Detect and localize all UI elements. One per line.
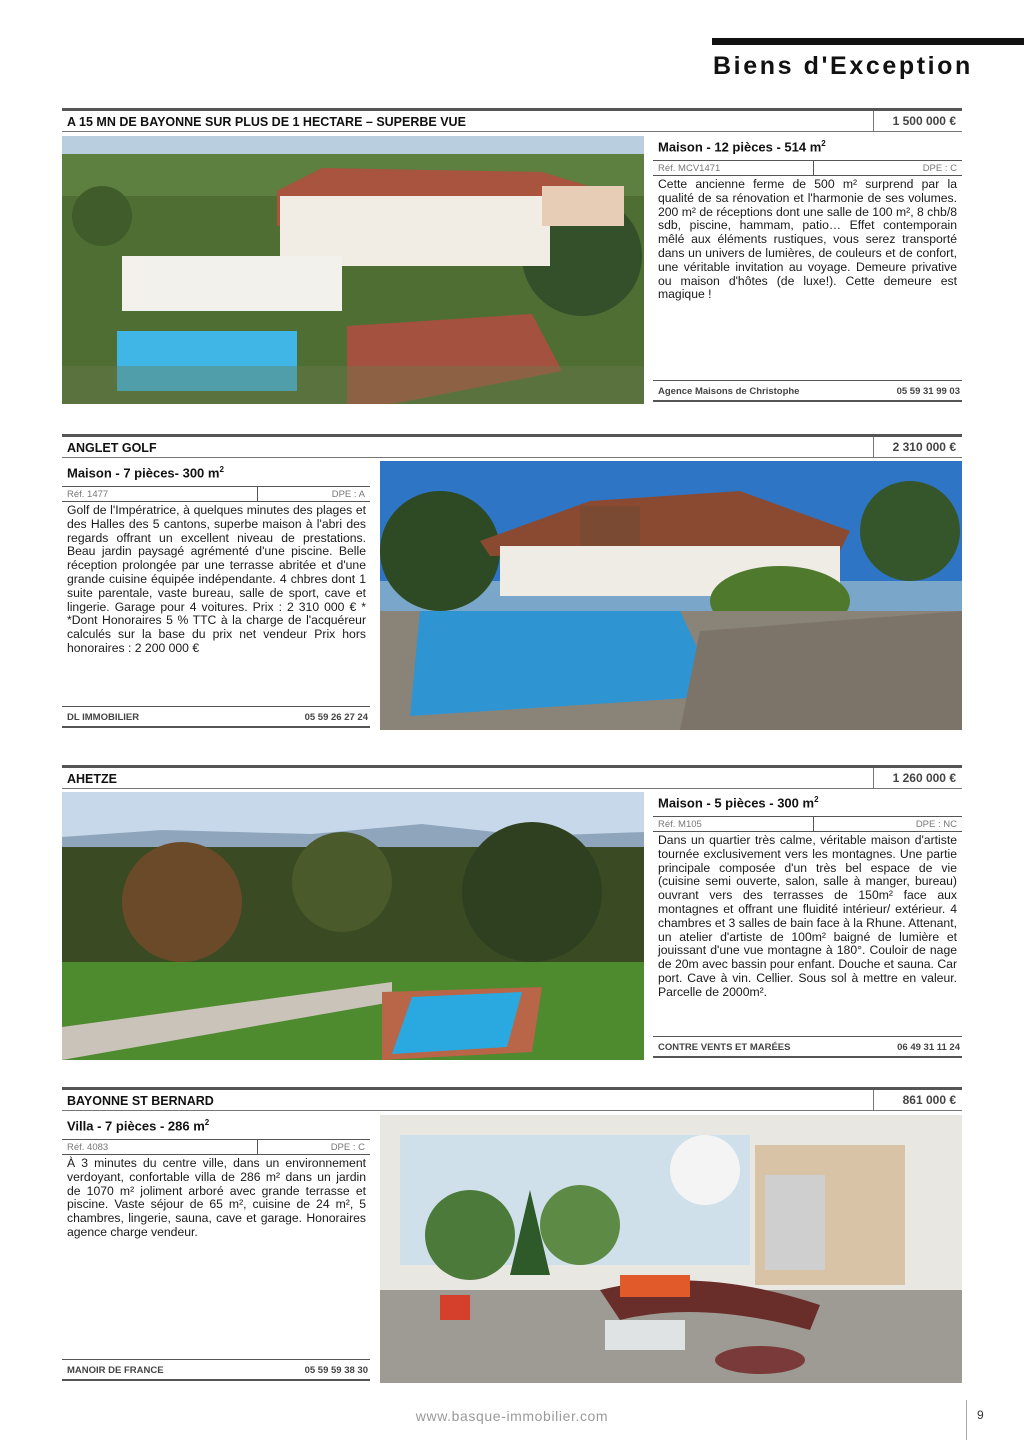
listing-description: Cette ancienne ferme de 500 m² surprend par la qualité de sa rénovation et l'harmonie de ses volumes. 200 m² de réceptions dont une salle de 100 m², 8 chb/8 sdb, piscine, hammam, patio… Effet contemporain mêlé aux éléments rustiques, vous serez transporté dans un univers de lumières, de couleurs et de confort, une véritable invitation au voyage. Demeure privative ou maison d'hôtes (de luxe!). Cette demeure est magique ! (658, 177, 957, 302)
page-number-box (966, 1400, 994, 1440)
listing-header (62, 765, 962, 789)
villa-pool-deck-photo (380, 461, 962, 730)
listing-price: 861 000 € (902, 1093, 956, 1107)
listing-phone: 05 59 26 27 24 (304, 712, 368, 723)
listing-description: Dans un quartier très calme, véritable maison d'artiste tournée exclusivement vers les montagnes. Une partie principale composée d'un très bel espace de vie (cuisine semi ouverte, salon, salle à manger, bureau) ouvrant vers des terrasses de 150m² face aux montagnes et offrant une fluidité intérieur/ extérieur. 4 chambres et 3 salles de bain face à la Rhune. Attenant, un atelier d'artiste de 100m² baigné de lumière et jouissant d'une vue montagne à 180°. Couloir de nage de 20m avec bassin pour enfant. Douche et sauna. Car port. Cave à vin. Cellier. Sous sol à mettre en valeur. Parcelle de 2000m². (658, 833, 957, 999)
listing-header (62, 1087, 962, 1111)
listing-footer (653, 1036, 962, 1058)
listing-title: Villa - 7 pièces - 286 $m^2$ (67, 1118, 210, 1134)
listing-heading: A 15 MN DE BAYONNE SUR PLUS DE 1 HECTARE – SUPERBE VUE (67, 115, 466, 129)
listing-description: Golf de l'Impératrice, à quelques minutes des plages et des Halles des 5 cantons, superbe maison à l'abri des regards offrant un excellent niveau de prestations. Beau jardin paysagé agrémenté d'une piscine. Belle réception prolongée par une terrasse abritée et d'une grande cuisine équipée indépendante. 4 chbres dont 1 suite parentale, vaste bureau, salle de sport, cave et lingerie. Garage pour 4 voitures. Prix : 2 310 000 € * *Dont Honoraires 5 % TTC à la charge de l'acquéreur calculés sur la base du prix net vendeur Prix hors honoraires : 2 200 000 € (67, 503, 366, 655)
listing-phone: 06 49 31 11 24 (897, 1042, 960, 1053)
listing-price-box (873, 437, 962, 457)
listing-description: À 3 minutes du centre ville, dans un environnement verdoyant, confortable villa de 286 m² dans un jardin de 1070 m² joliment arboré avec grande terrasse et piscine. Vaste séjour de 65 m², cuisine de 24 m², 5 chambres, lingerie, sauna, cave et garage. Honoraires agence charge vendeur. (67, 1156, 366, 1239)
listing-info (653, 136, 962, 404)
listing-footer (62, 1359, 370, 1381)
listing-header (62, 434, 962, 458)
farmhouse-pool-photo (62, 136, 644, 404)
listing-ref-row (653, 160, 962, 176)
header-bar (712, 38, 1024, 45)
listing-dpe: DPE : C (330, 1142, 365, 1153)
listing-dpe: DPE : NC (915, 819, 957, 830)
listing-phone: 05 59 59 38 30 (304, 1365, 368, 1376)
listing-price: 1 500 000 € (892, 114, 956, 128)
listing-heading: ANGLET GOLF (67, 441, 157, 455)
listing-heading: AHETZE (67, 772, 117, 786)
listing-header (62, 108, 962, 132)
listing-phone: 05 59 31 99 03 (896, 386, 960, 397)
listing-agency: CONTRE VENTS ET MARÉES (658, 1042, 791, 1053)
listing-ref: Réf. 4083 (67, 1142, 109, 1153)
listing-footer (653, 380, 962, 402)
listing-info (653, 792, 962, 1060)
mountain-view-pool-photo (62, 792, 644, 1060)
listing-ref: Réf. M105 (658, 819, 702, 830)
listing-price-box (873, 1090, 962, 1110)
listing-title: Maison - 5 pièces - 300 $m^2$ (658, 795, 819, 811)
listing-ref: Réf. MCV1471 (658, 163, 721, 174)
listing-price-box (873, 111, 962, 131)
listing-title: Maison - 12 pièces - 514 $m^2$ (658, 139, 826, 155)
listing-ref: Réf. 1477 (67, 489, 109, 500)
listing-agency: MANOIR DE FRANCE (67, 1365, 164, 1376)
section-title: Biens d'Exception (713, 52, 973, 80)
listing-title: Maison - 7 pièces- 300 $m^2$ (67, 465, 224, 481)
listing-ref-row (62, 486, 370, 502)
footer-url: www.basque-immobilier.com (415, 1408, 609, 1424)
living-room-interior-photo (380, 1115, 962, 1383)
listing-1 (62, 108, 962, 404)
listing-agency: DL IMMOBILIER (67, 712, 140, 723)
listing-ref-row (653, 816, 962, 832)
listing-ref-row (62, 1139, 370, 1155)
listing-info (62, 1115, 370, 1383)
listing-price: 1 260 000 € (892, 771, 956, 785)
listing-4 (62, 1087, 962, 1383)
listing-info (62, 462, 370, 730)
listing-2 (62, 434, 962, 730)
listing-3 (62, 765, 962, 1061)
listing-agency: Agence Maisons de Christophe (658, 386, 800, 397)
listing-price-box (873, 768, 962, 788)
page-number: 9 (977, 1408, 984, 1422)
listing-dpe: DPE : A (331, 489, 365, 500)
listing-price: 2 310 000 € (892, 440, 956, 454)
listing-footer (62, 706, 370, 728)
listing-heading: BAYONNE ST BERNARD (67, 1094, 214, 1108)
listing-dpe: DPE : C (922, 163, 957, 174)
